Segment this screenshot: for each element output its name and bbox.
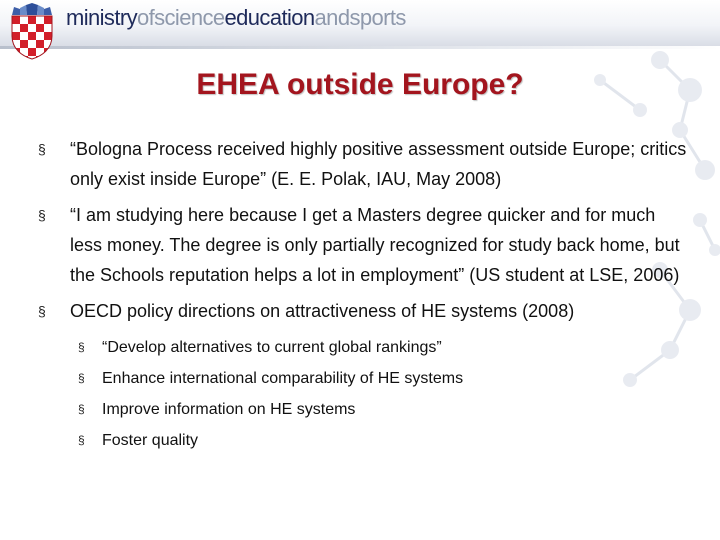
slide-content: [38, 134, 688, 456]
sub-bullet-text: Improve information on HE systems: [102, 401, 356, 418]
bullet-icon: §: [38, 207, 46, 223]
sub-bullet-icon: §: [78, 340, 85, 354]
croatian-coat-of-arms-logo: [2, 0, 62, 60]
brand-word-andsports: andsports: [314, 5, 406, 30]
bullet-icon: §: [38, 303, 46, 319]
sub-bullet-list: [78, 332, 688, 456]
bullet-icon: §: [38, 141, 46, 157]
sub-bullet-item: [78, 332, 688, 363]
bullet-text: “I am studying here because I get a Masters degree quicker and for much less money. The degree is only partially recognized for study back home, but the Schools reputation helps a lot in employment” (US student at LSE, 2006): [70, 205, 680, 285]
sub-bullet-text: Foster quality: [102, 432, 199, 449]
brand-word-ofscience: ofscience: [136, 5, 225, 30]
slide-title: EHEA outside Europe?: [196, 68, 524, 101]
sub-bullet-icon: §: [78, 371, 85, 385]
bullet-text: “Bologna Process received highly positive assessment outside Europe; critics only exist inside Europe” (E. E. Polak, IAU, May 2008): [70, 139, 687, 189]
sub-bullet-item: [78, 394, 688, 425]
sub-bullet-text: “Develop alternatives to current global rankings”: [102, 339, 442, 356]
brand-word-education: education: [224, 5, 315, 30]
bullet-text: OECD policy directions on attractiveness of HE systems (2008): [70, 301, 575, 321]
bullet-item: [38, 134, 688, 194]
brand-word-ministry: ministry: [66, 5, 137, 30]
bullet-item: [38, 296, 688, 326]
sub-bullet-icon: §: [78, 433, 85, 447]
ministry-brand-wordmark: [66, 4, 406, 32]
bullet-item: [38, 200, 688, 290]
sub-bullet-item: [78, 363, 688, 394]
sub-bullet-text: Enhance international comparability of HE systems: [102, 370, 464, 387]
sub-bullet-icon: §: [78, 402, 85, 416]
sub-bullet-item: [78, 425, 688, 456]
